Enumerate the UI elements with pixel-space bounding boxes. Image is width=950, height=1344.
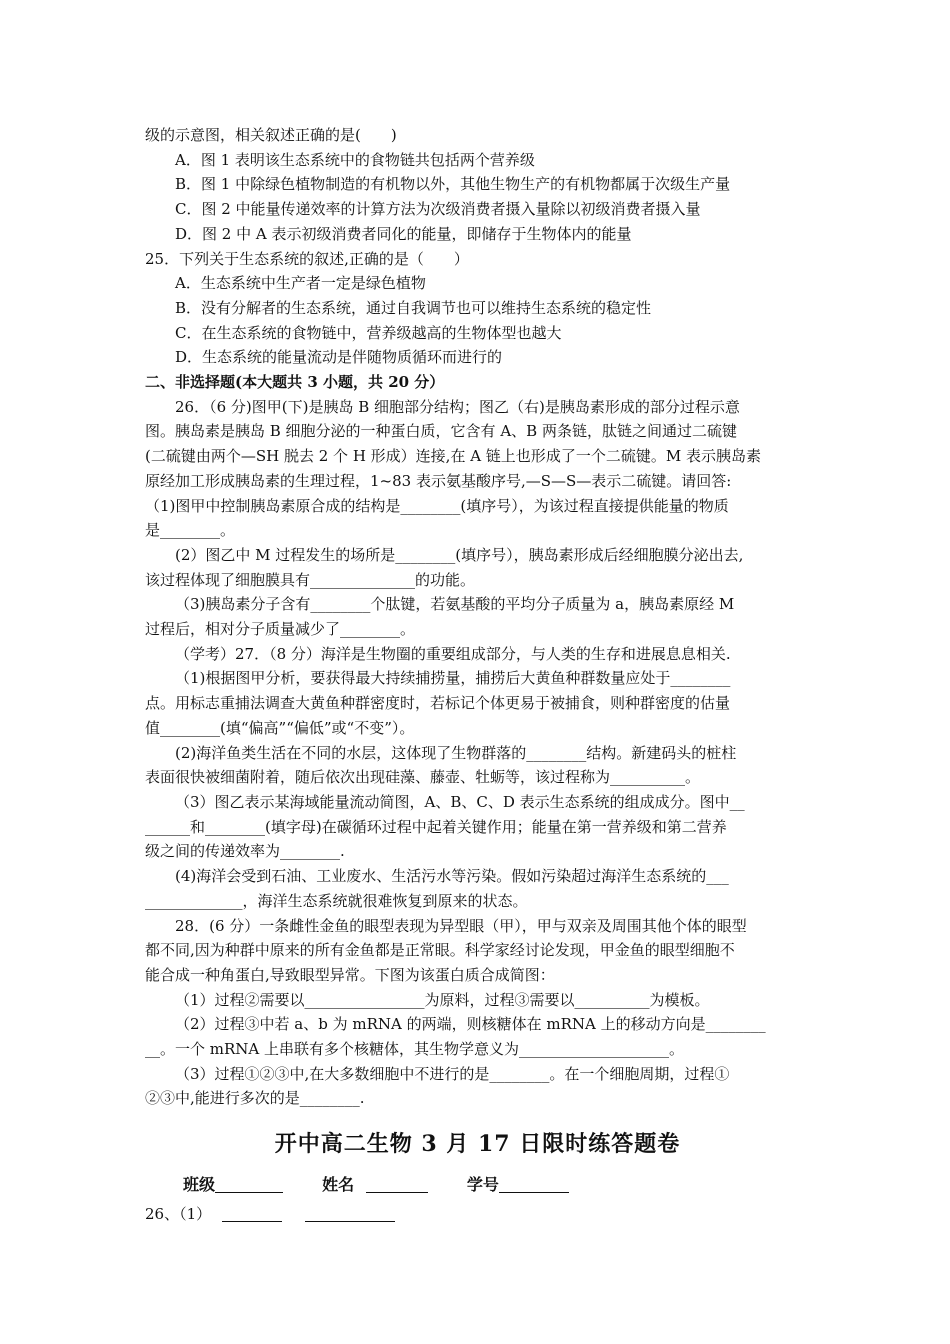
q24-option-d: D．图 2 中 A 表示初级消费者同化的能量，即储存于生物体内的能量 <box>175 224 632 243</box>
section-heading: 二、非选择题(本大题共 3 小题，共 20 分） <box>145 373 445 392</box>
q28-line: （3）过程①②③中,在大多数细胞中不进行的是________。在一个细胞周期，过程① <box>175 1064 730 1083</box>
q26-line: 原经加工形成胰岛素的生理过程，1~83 表示氨基酸序号,—S—S—表示二硫键。请回答: <box>145 471 732 490</box>
q27-line: 值________(填“偏高”“偏低”或“不变”）。 <box>145 718 415 737</box>
q27-line: （学考）27．（8 分）海洋是生物圈的重要组成部分，与人类的生存和进展息息相关. <box>175 644 731 663</box>
q27-line: (4)海洋会受到石油、工业废水、生活污水等污染。假如污染超过海洋生态系统的___ <box>175 867 729 886</box>
id-label: 学号 <box>466 1175 499 1195</box>
q26-answer-blank-1[interactable] <box>222 1205 282 1222</box>
q27-line: （3）图乙表示某海域能量流动简图，A、B、C、D 表示生态系统的组成成分。图中__ <box>175 792 745 811</box>
q25-option-a: A．生态系统中生产者一定是绿色植物 <box>175 274 426 293</box>
q27-line: ______和________(填字母)在碳循环过程中起着关键作用；能量在第一营养级和第二营养 <box>145 817 727 836</box>
q24-option-a: A．图 1 表明该生态系统中的食物链共包括两个营养级 <box>175 150 535 169</box>
exam-page <box>145 123 810 1227</box>
q28-line: 能合成一种角蛋白,导致眼型异常。下图为该蛋白质合成简图： <box>145 965 555 984</box>
q25-option-d: D．生态系统的能量流动是伴随物质循环而进行的 <box>175 348 503 367</box>
q26-line: （3)胰岛素分子含有________个肽键，若氨基酸的平均分子质量为 a，胰岛素原经 M <box>175 595 735 614</box>
q26-answer-row <box>145 1202 810 1227</box>
answer-sheet-title: 开中高二生物 3 月 17 日限时练答题卷 <box>274 1131 681 1158</box>
q27-line: (2)海洋鱼类生活在不同的水层，这体现了生物群落的________结构。新建码头的桩柱 <box>175 743 737 762</box>
q28-line: 28．(6 分）一条雌性金鱼的眼型表现为异型眼（甲），甲与双亲及周围其他个体的眼型 <box>175 916 747 935</box>
q28-line: ②③中,能进行多次的是________. <box>145 1089 365 1108</box>
q27-line: _____________，海洋生态系统就很难恢复到原来的状态。 <box>145 891 528 910</box>
q26-line: (二硫键由两个—SH 脱去 2 个 H 形成）连接,在 A 链上也形成了一个二硫键。M 表示胰岛素 <box>145 447 761 466</box>
class-field[interactable] <box>215 1176 283 1193</box>
q25-option-c: C．在生态系统的食物链中，营养级越高的生物体型也越大 <box>175 323 562 342</box>
name-label: 姓名 <box>322 1175 355 1195</box>
q24-option-c: C．图 2 中能量传递效率的计算方法为次级消费者摄入量除以初级消费者摄入量 <box>175 200 701 219</box>
q24-option-b: B．图 1 中除绿色植物制造的有机物以外，其他生物生产的有机物都属于次级生产量 <box>175 175 731 194</box>
q26-line: 26．（6 分)图甲(下)是胰岛 B 细胞部分结构；图乙（右)是胰岛素形成的部分过程示意 <box>175 397 740 416</box>
q26-line: (2）图乙中 M 过程发生的场所是________(填序号），胰岛素形成后经细胞膜分泌出去, <box>175 545 744 564</box>
q26-line: （1)图甲中控制胰岛素原合成的结构是________(填序号），为该过程直接提供能量的物质 <box>145 496 729 515</box>
q28-line: （2）过程③中若 a、b 为 mRNA 的两端，则核糖体在 mRNA 上的移动方向是________ <box>175 1015 766 1034</box>
q26-line: 该过程体现了细胞膜具有______________的功能。 <box>145 570 476 589</box>
q27-line: （1)根据图甲分析，要获得最大持续捕捞量，捕捞后大黄鱼种群数量应处于________ <box>175 669 731 688</box>
student-info-row <box>145 1173 810 1198</box>
q27-line: 点。用标志重捕法调查大黄鱼种群密度时，若标记个体更易于被捕食，则种群密度的估量 <box>145 694 731 713</box>
q24-stem-tail: 级的示意图，相关叙述正确的是( ) <box>145 126 397 144</box>
q27-line: 级之间的传递效率为________. <box>145 842 345 861</box>
q26-line: 是________。 <box>145 521 236 540</box>
q28-line: __。一个 mRNA 上串联有多个核糖体，其生物学意义为____________________。 <box>145 1040 685 1059</box>
q25-stem: 25．下列关于生态系统的叙述,正确的是（ ） <box>145 249 469 268</box>
q28-line: 都不同,因为种群中原来的所有金鱼都是正常眼。科学家经讨论发现，甲金鱼的眼型细胞不 <box>145 941 735 960</box>
id-field[interactable] <box>499 1176 569 1193</box>
q27-line: 表面很快被细菌附着，随后依次出现硅藻、藤壶、牡蛎等，该过程称为__________。 <box>145 768 701 787</box>
q26-line: 图。胰岛素是胰岛 B 细胞分泌的一种蛋白质，它含有 A、B 两条链，肽链之间通过二硫键 <box>145 422 737 441</box>
class-label: 班级 <box>183 1175 216 1195</box>
q26-answer-blank-2[interactable] <box>305 1205 395 1222</box>
q26-answer-label: 26、（1） <box>145 1204 212 1223</box>
q28-line: （1）过程②需要以________________为原料，过程③需要以__________为模板。 <box>175 990 710 1009</box>
q26-line: 过程后，相对分子质量减少了________。 <box>145 620 416 639</box>
name-field[interactable] <box>366 1176 428 1193</box>
q25-option-b: B．没有分解者的生态系统，通过自我调节也可以维持生态系统的稳定性 <box>175 298 652 317</box>
